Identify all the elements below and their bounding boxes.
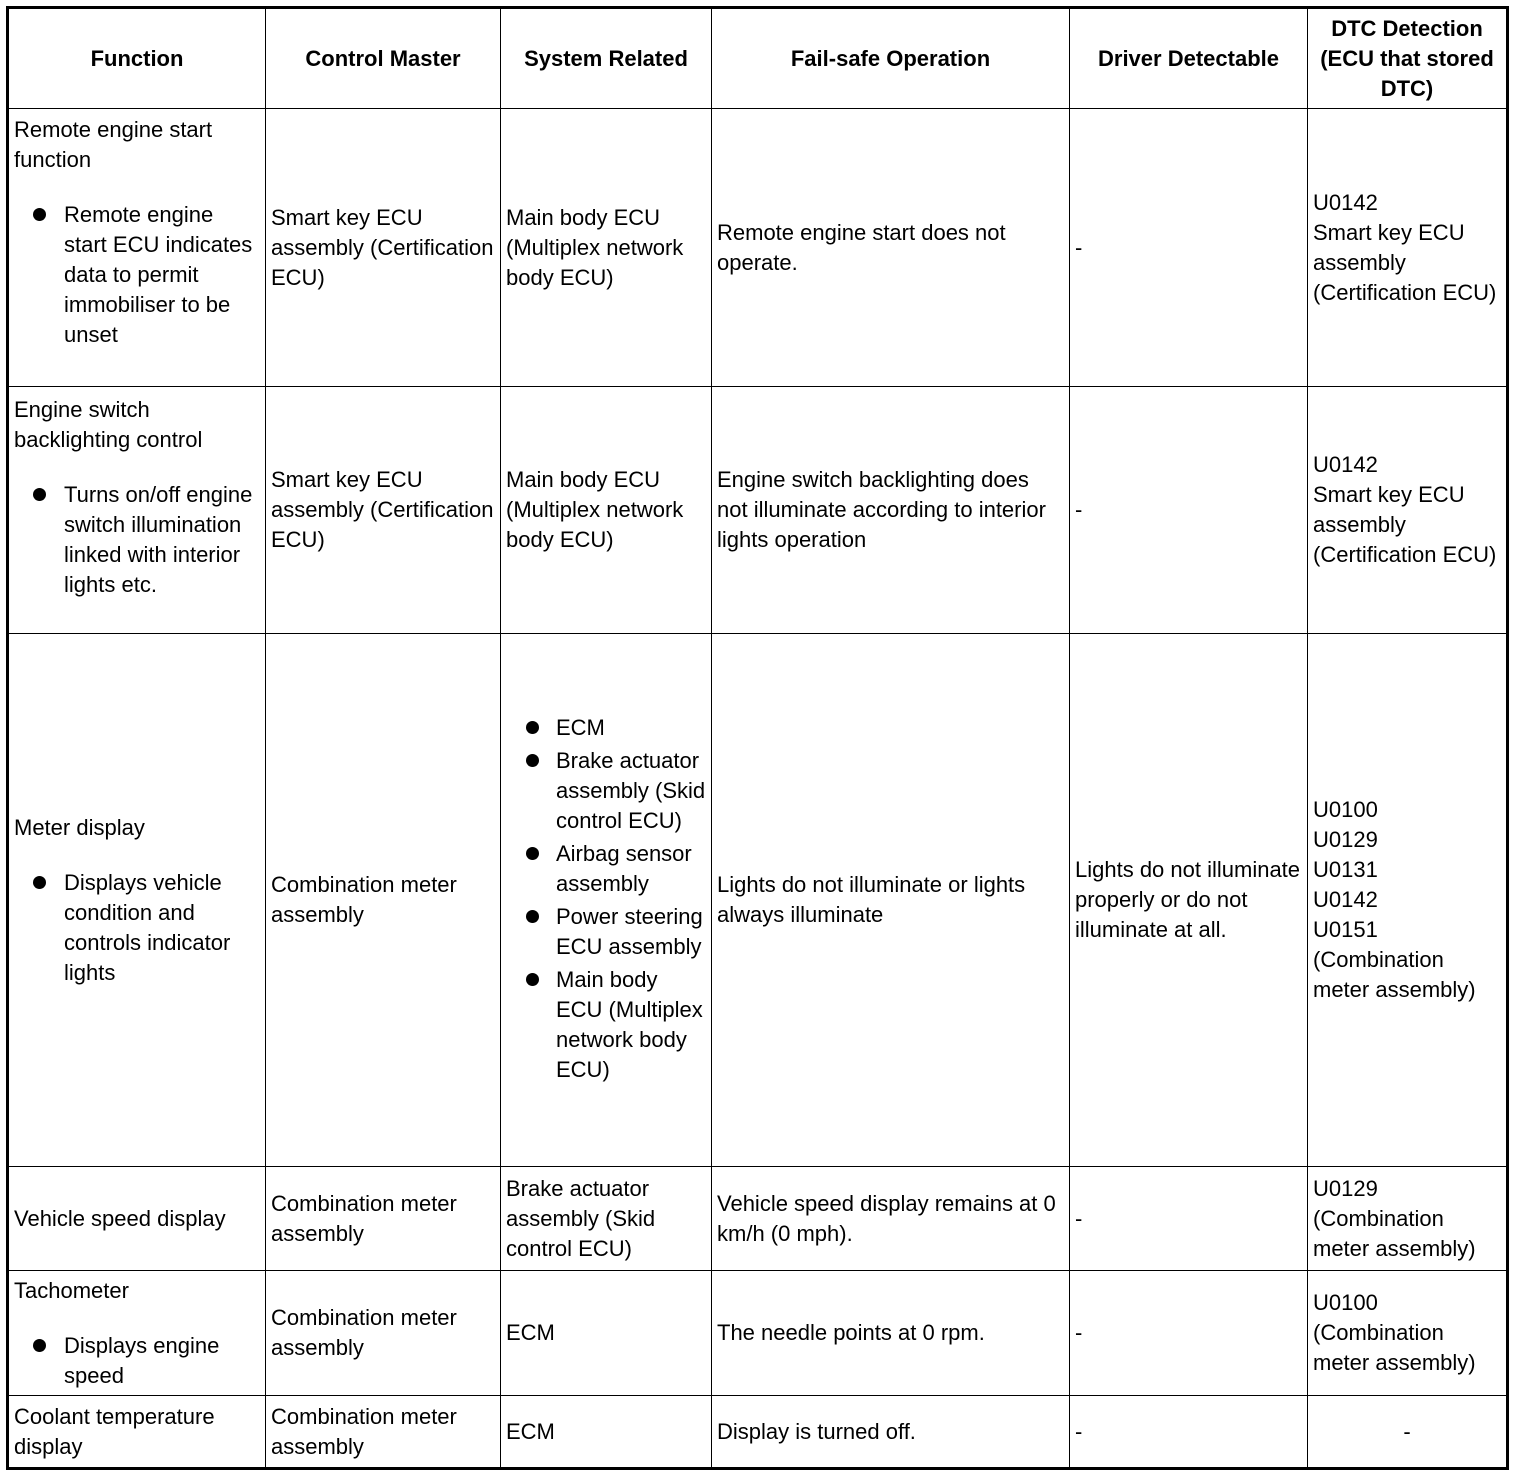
dtc-cell: - <box>1308 1396 1508 1469</box>
fail-safe-cell: Engine switch backlighting does not illuminate according to interior lights operation <box>712 387 1070 634</box>
system-related-cell: Main body ECU (Multiplex network body ECU) <box>501 387 712 634</box>
function-cell <box>8 387 266 634</box>
dtc-code: U0129 <box>1313 1175 1378 1201</box>
driver-detectable-cell: - <box>1070 109 1308 387</box>
system-related-item: Brake actuator assembly (Skid control ECU) <box>506 746 706 836</box>
function-title: Coolant temperature display <box>14 1403 215 1459</box>
function-title: Engine switch backlighting control <box>14 397 203 452</box>
dtc-code: U0100 <box>1313 1290 1378 1315</box>
fail-safe-cell: Display is turned off. <box>712 1396 1070 1469</box>
table-row <box>8 1167 1508 1271</box>
dtc-ecu: (Combination meter assembly) <box>1313 1320 1476 1375</box>
header-function: Function <box>8 8 266 109</box>
dtc-code: U0131 <box>1313 857 1378 882</box>
control-master-cell: Smart key ECU assembly (Certification ECU) <box>266 109 501 387</box>
system-related-cell: Main body ECU (Multiplex network body ECU) <box>501 109 712 387</box>
dtc-cell <box>1308 1271 1508 1396</box>
dtc-cell <box>1308 634 1508 1167</box>
function-cell <box>8 1167 266 1271</box>
control-master-cell: Combination meter assembly <box>266 1396 501 1469</box>
dtc-cell <box>1308 1167 1508 1271</box>
fail-safe-cell: Remote engine start does not operate. <box>712 109 1070 387</box>
system-related-cell: ECM <box>501 1396 712 1469</box>
table-row <box>8 634 1508 1167</box>
driver-detectable-cell: Lights do not illuminate properly or do not illuminate at all. <box>1070 634 1308 1167</box>
function-title: Remote engine start function <box>14 117 213 172</box>
dtc-code: U0142 <box>1313 189 1378 215</box>
dtc-code: U0142 <box>1313 887 1378 912</box>
driver-detectable-cell: - <box>1070 1396 1308 1469</box>
function-description: Remote engine start ECU indicates data to permit immobiliser to be unset <box>14 200 260 350</box>
function-title: Vehicle speed display <box>14 1205 226 1231</box>
driver-detectable-cell: - <box>1070 387 1308 634</box>
system-related-item: Power steering ECU assembly <box>506 902 706 962</box>
table-row <box>8 109 1508 387</box>
system-related-cell: Brake actuator assembly (Skid control ECU) <box>501 1167 712 1271</box>
header-row <box>8 8 1508 109</box>
fail-safe-cell: The needle points at 0 rpm. <box>712 1271 1070 1396</box>
system-related-item: ECM <box>506 713 706 743</box>
system-related-cell: ECM <box>501 1271 712 1396</box>
dtc-ecu: (Combination meter assembly) <box>1313 1205 1476 1261</box>
control-master-cell: Combination meter assembly <box>266 1271 501 1396</box>
system-related-cell <box>501 634 712 1167</box>
dtc-code: U0151 <box>1313 917 1378 942</box>
function-cell <box>8 109 266 387</box>
control-master-cell: Combination meter assembly <box>266 634 501 1167</box>
function-cell <box>8 634 266 1167</box>
function-description: Displays engine speed <box>14 1331 260 1391</box>
header-control-master: Control Master <box>266 8 501 109</box>
dtc-cell <box>1308 109 1508 387</box>
function-cell <box>8 1396 266 1469</box>
table-row <box>8 1396 1508 1469</box>
driver-detectable-cell: - <box>1070 1271 1308 1396</box>
header-dtc-detection: DTC Detection (ECU that stored DTC) <box>1308 8 1508 109</box>
function-title: Meter display <box>14 814 145 840</box>
dtc-code: U0142 <box>1313 452 1378 477</box>
dtc-ecu: Smart key ECU assembly (Certification ECU) <box>1313 219 1497 305</box>
system-related-item: Airbag sensor assembly <box>506 839 706 899</box>
function-description: Turns on/off engine switch illumination linked with interior lights etc. <box>14 480 260 600</box>
driver-detectable-cell: - <box>1070 1167 1308 1271</box>
fail-safe-table <box>6 6 1509 1470</box>
header-system-related: System Related <box>501 8 712 109</box>
dtc-code: U0100 <box>1313 797 1378 822</box>
dtc-ecu: Smart key ECU assembly (Certification ECU) <box>1313 482 1497 567</box>
header-driver-detectable: Driver Detectable <box>1070 8 1308 109</box>
header-fail-safe: Fail-safe Operation <box>712 8 1070 109</box>
function-description: Displays vehicle condition and controls indicator lights <box>14 868 260 988</box>
function-title: Tachometer <box>14 1277 129 1303</box>
table-row <box>8 1271 1508 1396</box>
control-master-cell: Combination meter assembly <box>266 1167 501 1271</box>
control-master-cell: Smart key ECU assembly (Certification ECU) <box>266 387 501 634</box>
table-row <box>8 387 1508 634</box>
fail-safe-cell: Lights do not illuminate or lights always illuminate <box>712 634 1070 1167</box>
dtc-cell <box>1308 387 1508 634</box>
system-related-item: Main body ECU (Multiplex network body ECU) <box>506 965 706 1085</box>
dtc-ecu: (Combination meter assembly) <box>1313 947 1476 1002</box>
fail-safe-cell: Vehicle speed display remains at 0 km/h (0 mph). <box>712 1167 1070 1271</box>
dtc-code: U0129 <box>1313 827 1378 852</box>
function-cell <box>8 1271 266 1396</box>
